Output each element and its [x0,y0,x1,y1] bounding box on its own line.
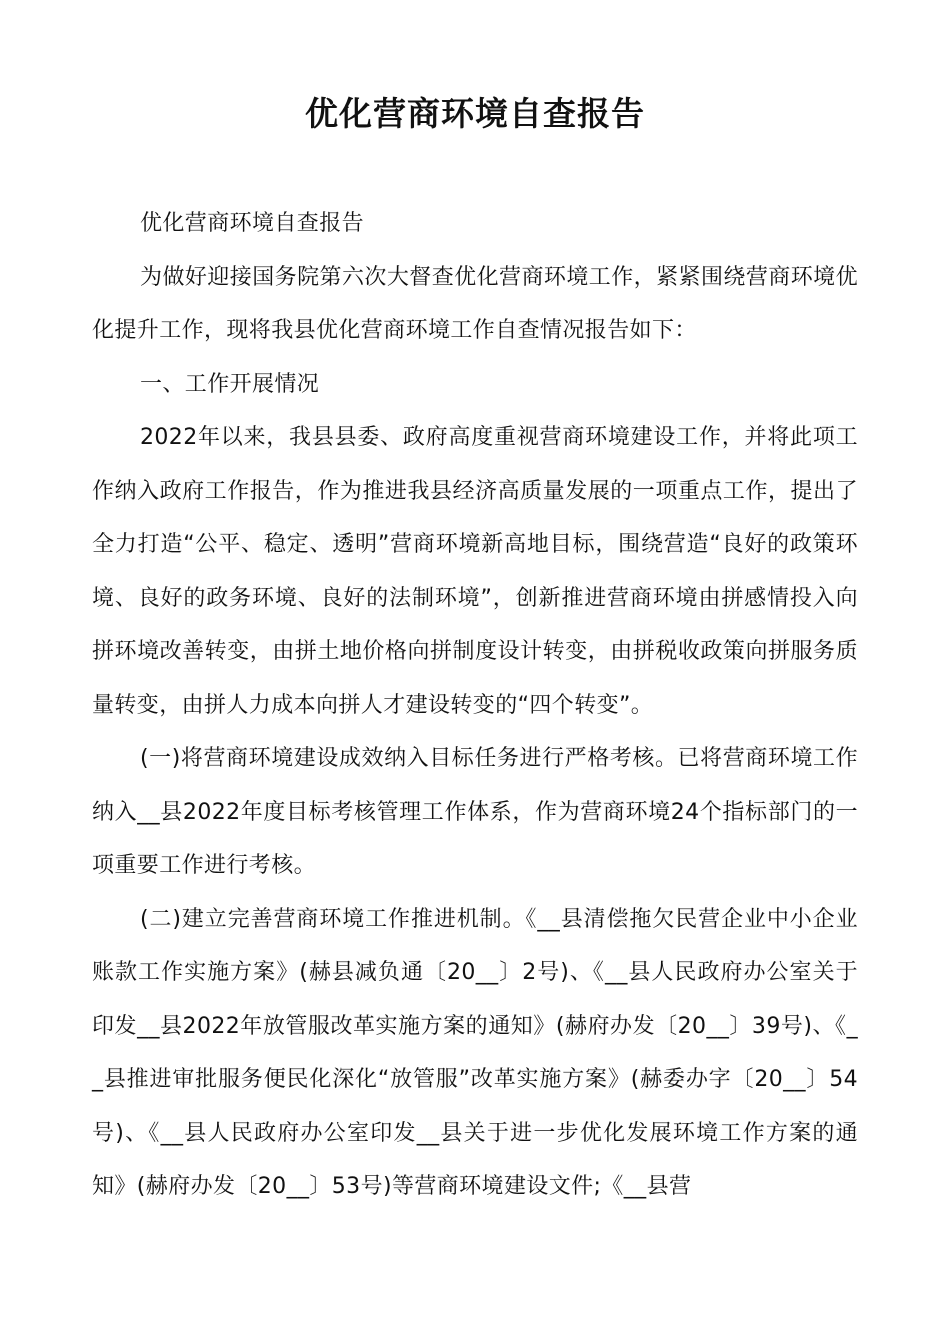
paragraph-intro: 为做好迎接国务院第六次大督查优化营商环境工作，紧紧围绕营商环境优化提升工作，现将我县优化营商环境工作自查情况报告如下： [92,264,858,343]
section-heading-work-status: 一、工作开展情况 [140,371,320,397]
paragraph-item-1: (一)将营商环境建设成效纳入目标任务进行严格考核。已将营商环境工作纳入__县2022年度目标考核管理工作体系，作为营商环境24个指标部门的一项重要工作进行考核。 [92,746,858,878]
paragraph-subtitle: 优化营商环境自查报告 [140,211,365,236]
paragraph-item-2: (二)建立完善营商环境工作推进机制。《__县清偿拖欠民营企业中小企业账款工作实施方案》(赫县减负通〔20__〕2号)、《__县人民政府办公室关于印发__县2022年放管服改革实施方案的通知》(赫府办发〔20__〕39号)、《__县推进审批服务便民化深化“放管服”改革实施方案》(赫委办字〔20__〕54号)、《__县人民政府办公室印发__县关于进一步优化发展环境工作方案的通知》(赫府办发〔20__〕53号)等营商环境建设文件;《__县营 [92,906,858,1199]
document-body [92,197,858,1214]
paragraph-overview: 2022年以来，我县县委、政府高度重视营商环境建设工作，并将此项工作纳入政府工作报告，作为推进我县经济高质量发展的一项重点工作，提出了全力打造“公平、稳定、透明”营商环境新高地目标，围绕营造“良好的政策环境、良好的政务环境、良好的法制环境”，创新推进营商环境由拼感情投入向拼环境改善转变，由拼土地价格向拼制度设计转变，由拼税收政策向拼服务质量转变，由拼人力成本向拼人才建设转变的“四个转变”。 [92,425,858,718]
document-title: 优化营商环境自查报告 [305,94,645,133]
